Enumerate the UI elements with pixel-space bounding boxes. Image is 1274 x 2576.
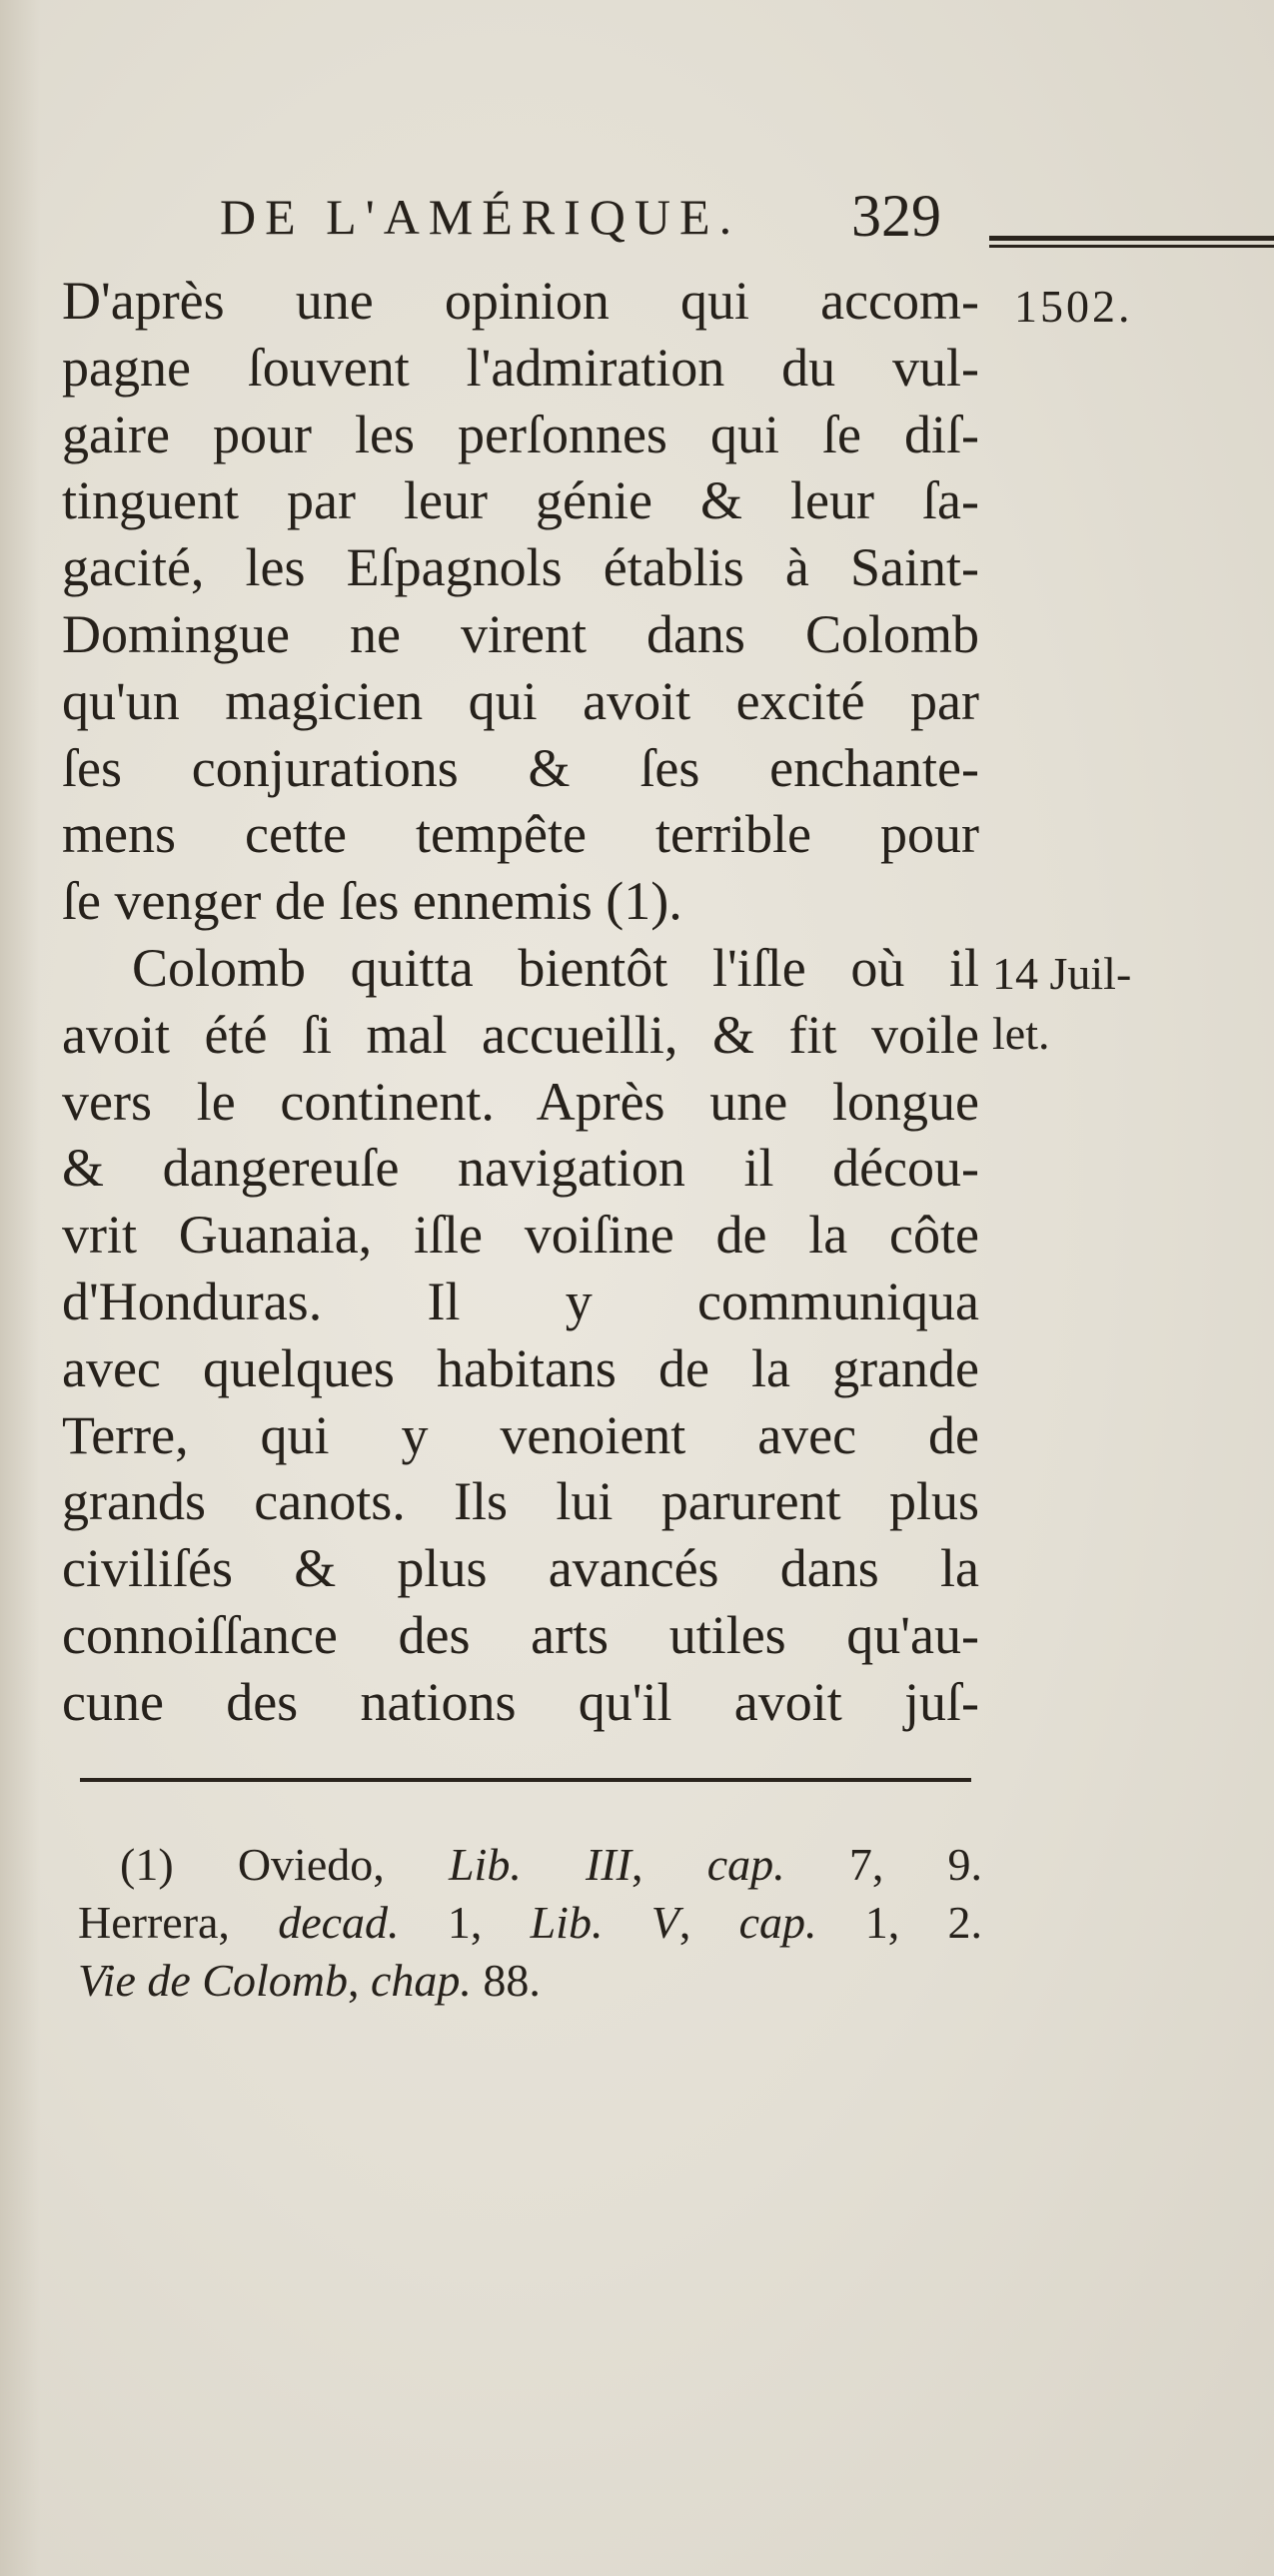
body-line: pagne ſouvent l'admiration du vul- <box>62 337 979 398</box>
footnote-italic: Vie de Colomb <box>78 1955 348 2006</box>
footnote <box>78 1836 982 2010</box>
margin-year: 1502. <box>1014 281 1133 332</box>
footnote-line <box>78 1836 982 1894</box>
body-line: D'après une opinion qui accom- <box>62 271 979 331</box>
body-text <box>62 268 979 1736</box>
footnote-text: 88. <box>483 1955 541 2006</box>
footnote-text: 7, 9. <box>848 1839 983 1890</box>
body-line: Colomb quitta bientôt l'iſle où il <box>132 937 979 998</box>
body-line: civiliſés & plus avancés dans la <box>62 1538 979 1599</box>
running-header <box>220 183 1219 268</box>
body-line: cune des nations qu'il avoit juſ- <box>62 1671 979 1732</box>
margin-date-line2: let. <box>992 1008 1050 1059</box>
body-line: ſes conjurations & ſes enchante- <box>62 737 979 798</box>
footnote-rule <box>80 1778 971 1782</box>
footnote-text: (1) Oviedo, <box>120 1839 385 1890</box>
body-line: qu'un magicien qui avoit excité par <box>62 670 979 731</box>
page-gutter-shadow <box>0 0 40 2576</box>
body-line: ſe venger de ſes ennemis (1). <box>62 871 682 932</box>
body-line: gaire pour les perſonnes qui ſe diſ- <box>62 404 979 464</box>
footnote-text: , <box>632 1839 643 1890</box>
page-number: 329 <box>851 183 941 249</box>
body-line: gacité, les Eſpagnols établis à Saint- <box>62 537 979 598</box>
footnote-text: , <box>347 1955 360 2006</box>
footnote-text: 1, 2. <box>864 1897 983 1948</box>
body-line: Domingue ne virent dans Colomb <box>62 603 979 664</box>
body-line: vrit Guanaia, iſle voiſine de la côte <box>62 1205 979 1266</box>
running-title: DE L'AMÉRIQUE. <box>220 189 741 245</box>
body-line: avec quelques habitans de la grande <box>62 1337 979 1398</box>
footnote-italic: chap. <box>370 1955 472 2006</box>
footnote-line <box>78 1894 982 1952</box>
footnote-text: Herrera, <box>78 1897 230 1948</box>
body-line: mens cette tempête terrible pour <box>62 804 979 865</box>
body-line: vers le continent. Après une longue <box>62 1071 979 1132</box>
footnote-italic: cap. <box>738 1897 817 1948</box>
body-line: avoit été ſi mal accueilli, & fit voile <box>62 1004 979 1065</box>
footnote-italic: Lib. V <box>530 1897 679 1948</box>
body-line: d'Honduras. Il y communiqua <box>62 1271 979 1331</box>
margin-date-line1: 14 Juil- <box>992 948 1132 999</box>
body-line: Terre, qui y venoient avec de <box>62 1404 979 1465</box>
footnote-text: , <box>678 1897 691 1948</box>
body-line: & dangereuſe navigation il décou- <box>62 1138 979 1199</box>
footnote-italic: Lib. III <box>448 1839 632 1890</box>
body-line: tinguent par leur génie & leur ſa- <box>62 470 979 531</box>
footnote-line <box>78 1952 982 2010</box>
header-rule <box>989 236 1274 248</box>
footnote-italic: cap. <box>706 1839 785 1890</box>
footnote-italic: decad. <box>278 1897 400 1948</box>
body-line: connoiſſance des arts utiles qu'au- <box>62 1604 979 1665</box>
body-line: grands canots. Ils lui parurent plus <box>62 1471 979 1532</box>
footnote-text: 1, <box>447 1897 483 1948</box>
